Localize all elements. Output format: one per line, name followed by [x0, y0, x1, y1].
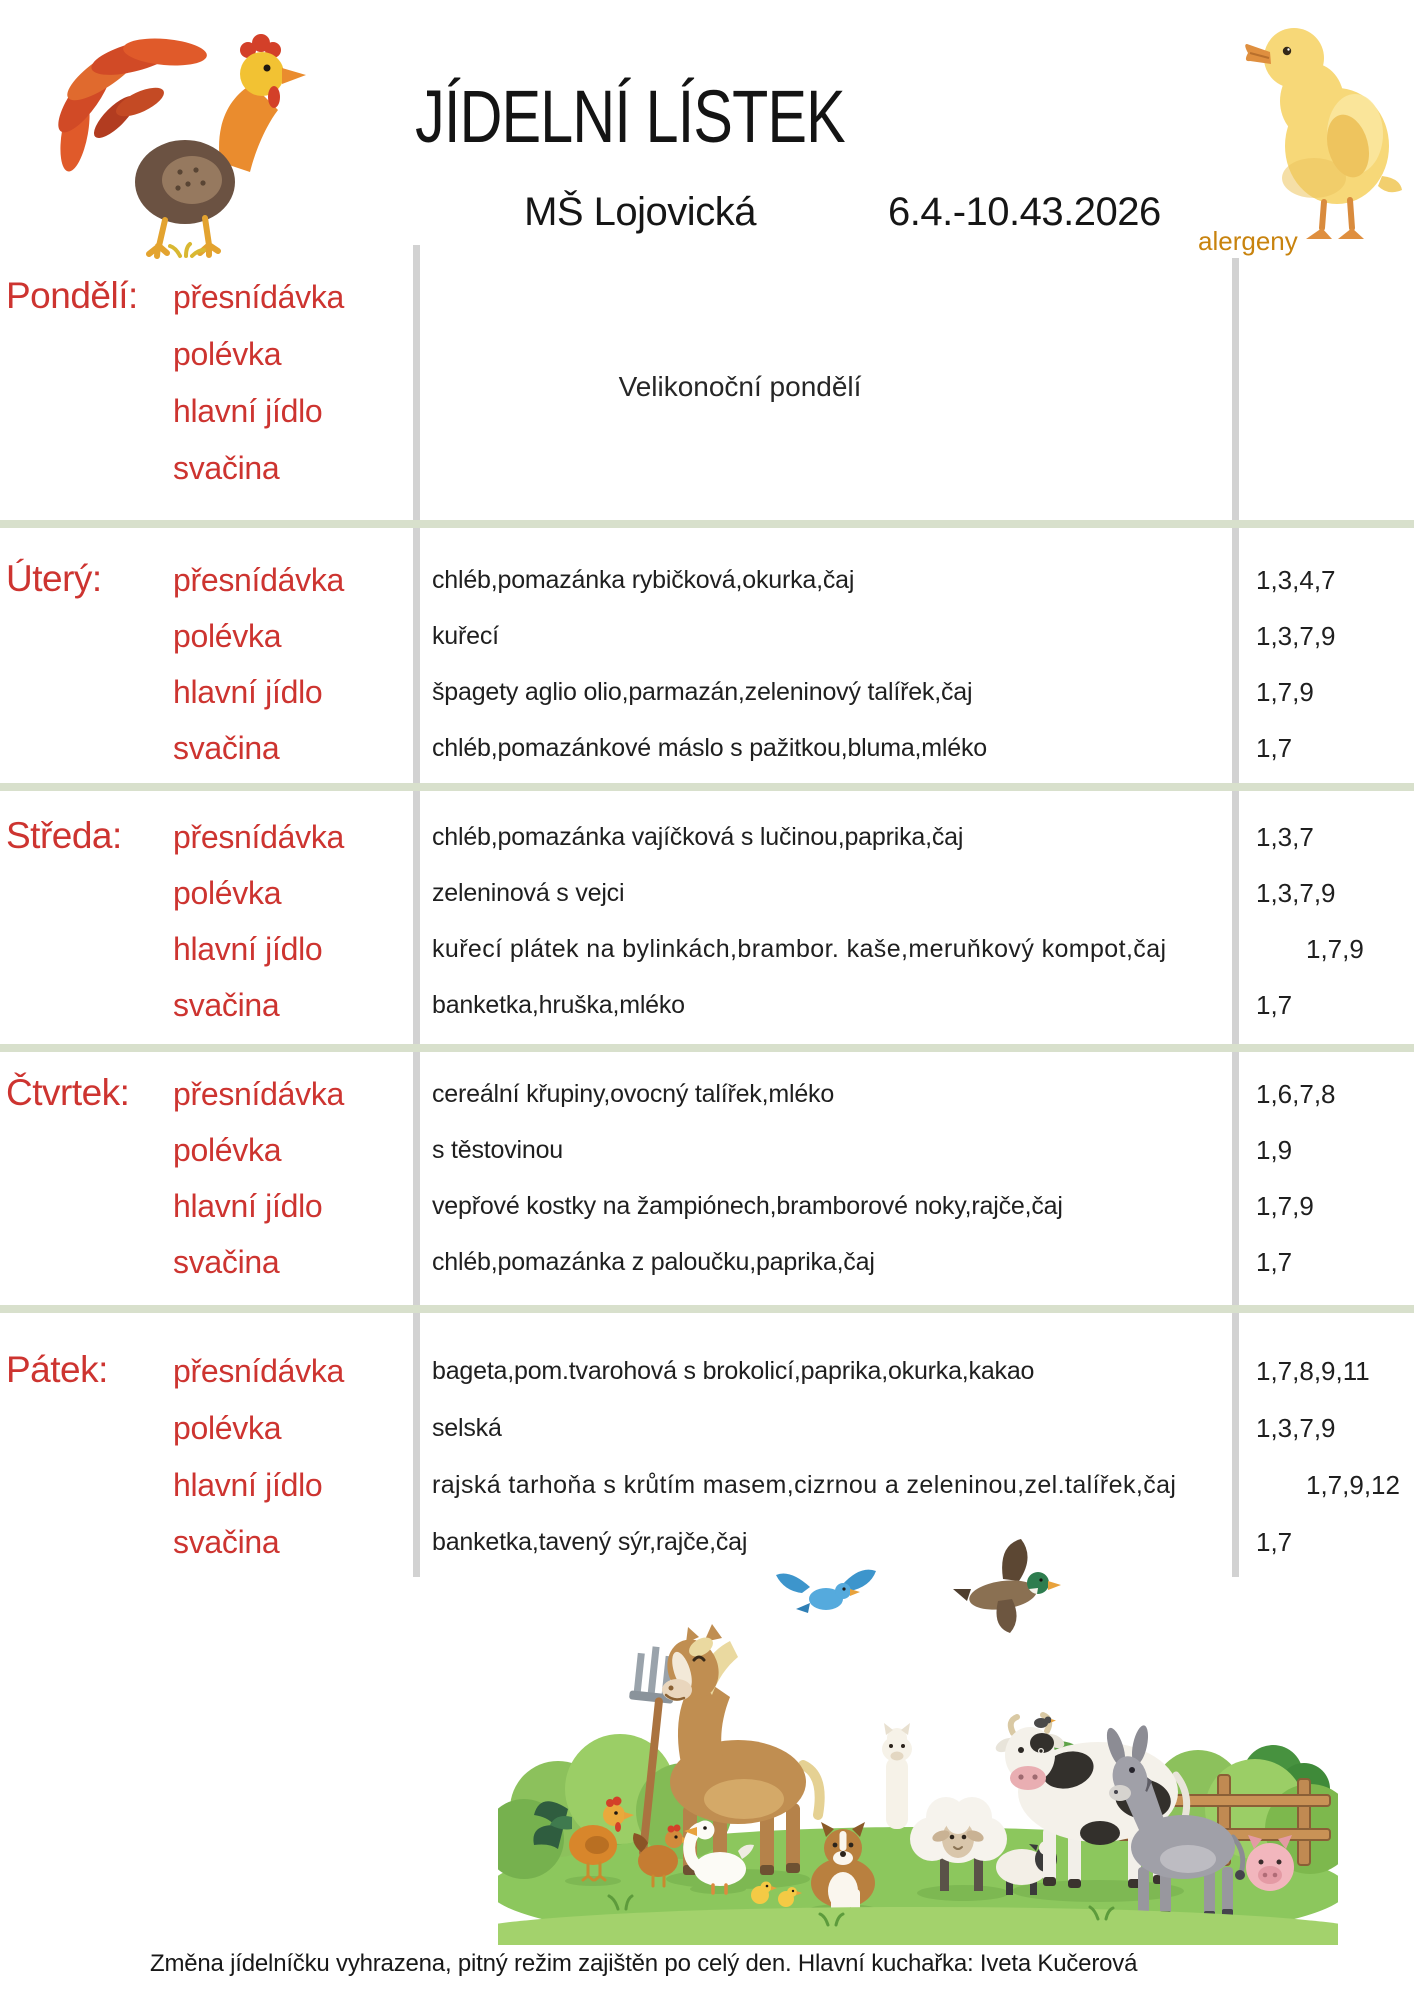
allergens-column-label: alergeny	[1198, 226, 1298, 256]
meal-label: svačina	[173, 729, 280, 766]
food-text: s těstovinou	[432, 1135, 564, 1164]
menu-row	[432, 1122, 1414, 1178]
menu-row	[432, 720, 1414, 776]
bluebird-icon	[776, 1570, 876, 1613]
food-text: rajská tarhoňa s krůtím masem,cizrnou a zeleninou,zel.talířek,čaj	[432, 1471, 1177, 1499]
food-text: cereální křupiny,ovocný talířek,mléko	[432, 1079, 835, 1108]
food-text: bageta,pom.tvarohová s brokolicí,paprika,okurka,kakao	[432, 1357, 1035, 1385]
alpaca	[882, 1723, 912, 1829]
food-text: selská	[432, 1414, 502, 1442]
menu-row	[432, 1066, 1414, 1122]
allergen-numbers: 1,3,7,9	[1256, 620, 1336, 651]
small-bird	[1034, 1717, 1056, 1729]
section-divider	[0, 520, 1414, 528]
allergen-numbers: 1,7,9,12	[1306, 1470, 1400, 1500]
meal-labels	[150, 1066, 432, 1305]
day-section-thursday	[0, 1052, 1414, 1305]
food-text: banketka,hruška,mléko	[432, 990, 685, 1019]
section-divider	[0, 1305, 1414, 1313]
farm-animals-illustration	[498, 1537, 1338, 1945]
menu-row	[432, 1178, 1414, 1234]
menu-row	[432, 921, 1414, 977]
day-name: Úterý:	[6, 558, 102, 599]
mallard-icon	[953, 1539, 1061, 1633]
menu-row	[432, 1234, 1414, 1290]
meal-label: přesnídávka	[173, 279, 345, 315]
allergen-numbers: 1,7,9	[1306, 933, 1364, 964]
menu-row	[432, 664, 1414, 720]
allergen-numbers: 1,3,4,7	[1256, 564, 1336, 595]
allergen-numbers: 1,7	[1256, 1246, 1293, 1277]
food-text: vepřové kostky na žampiónech,bramborové noky,rajče,čaj	[432, 1191, 1063, 1220]
menu-row	[432, 552, 1414, 608]
duckling-icon	[1242, 6, 1407, 251]
meal-label: přesnídávka	[173, 1353, 345, 1389]
meal-labels	[150, 809, 432, 1044]
allergen-numbers: 1,7,8,9,11	[1256, 1356, 1370, 1386]
food-text: chléb,pomazánka z paloučku,paprika,čaj	[432, 1247, 875, 1276]
footer-note: Změna jídelníčku vyhrazena, pitný režim zajištěn po celý den. Hlavní kuchařka: Iveta Kučerová	[150, 1950, 1138, 1977]
menu-row	[432, 1400, 1414, 1457]
meal-label: hlavní jídlo	[173, 1467, 323, 1503]
allergen-numbers: 1,7	[1256, 989, 1293, 1020]
day-foods	[432, 1066, 1414, 1305]
allergen-numbers: 1,9	[1256, 1134, 1293, 1165]
meal-label: hlavní jídlo	[173, 673, 323, 710]
meal-label: polévka	[173, 1410, 282, 1446]
allergen-numbers: 1,7,9	[1256, 1190, 1314, 1221]
allergen-numbers: 1,6,7,8	[1256, 1078, 1336, 1109]
food-text: chléb,pomazánkové máslo s pažitkou,bluma,mléko	[432, 733, 987, 762]
section-divider	[0, 783, 1414, 791]
rooster-icon	[30, 12, 330, 262]
food-text: kuřecí plátek na bylinkách,brambor. kaše,meruňkový kompot,čaj	[432, 934, 1167, 963]
menu-row	[432, 1343, 1414, 1400]
meal-labels	[150, 269, 432, 520]
allergen-numbers: 1,3,7,9	[1256, 1413, 1336, 1443]
day-name: Středa:	[6, 815, 122, 856]
meal-label: hlavní jídlo	[173, 1187, 323, 1224]
day-foods	[432, 552, 1414, 783]
meal-label: polévka	[173, 874, 282, 911]
food-text: chléb,pomazánka rybičková,okurka,čaj	[432, 565, 855, 594]
day-foods	[432, 809, 1414, 1044]
menu-row	[432, 865, 1414, 921]
page-title: JÍDELNÍ LÍSTEK	[415, 75, 845, 158]
allergen-numbers: 1,3,7	[1256, 821, 1314, 852]
meal-label: polévka	[173, 1131, 282, 1168]
meal-label: přesnídávka	[173, 818, 345, 855]
allergen-numbers: 1,3,7,9	[1256, 877, 1336, 908]
meal-label: svačina	[173, 450, 280, 486]
meal-labels	[150, 1343, 432, 1595]
meal-label: přesnídávka	[173, 561, 345, 598]
menu-table	[0, 215, 1414, 1595]
allergen-numbers: 1,7	[1256, 732, 1293, 763]
food-text: kuřecí	[432, 621, 499, 650]
meal-label: svačina	[173, 1243, 280, 1280]
food-text: banketka,tavený sýr,rajče,čaj	[432, 1528, 748, 1556]
meal-label: polévka	[173, 336, 282, 372]
day-section-tuesday	[0, 528, 1414, 783]
meal-label: hlavní jídlo	[173, 393, 323, 429]
food-text: zeleninová s vejci	[432, 878, 625, 907]
menu-row	[432, 608, 1414, 664]
day-name: Pondělí:	[6, 275, 138, 316]
school-name: MŠ Lojovická	[524, 190, 756, 234]
allergen-numbers: 1,7,9	[1256, 676, 1314, 707]
day-name: Čtvrtek:	[6, 1072, 130, 1113]
pig	[1246, 1835, 1294, 1891]
day-section-wednesday	[0, 791, 1414, 1044]
food-text: chléb,pomazánka vajíčková s lučinou,paprika,čaj	[432, 822, 964, 851]
allergen-numbers: 1,7	[1256, 1527, 1293, 1557]
food-text: špagety aglio olio,parmazán,zeleninový talířek,čaj	[432, 677, 973, 706]
meal-label: hlavní jídlo	[173, 930, 323, 967]
menu-row	[432, 1457, 1414, 1514]
section-divider	[0, 1044, 1414, 1052]
menu-row	[432, 977, 1414, 1033]
date-range: 6.4.-10.43.2026	[888, 190, 1161, 234]
day-name: Pátek:	[6, 1349, 108, 1390]
meal-label: svačina	[173, 1524, 280, 1560]
menu-row	[432, 809, 1414, 865]
holiday-note: Velikonoční pondělí	[618, 371, 862, 402]
meal-label: polévka	[173, 617, 282, 654]
meal-label: svačina	[173, 986, 280, 1023]
meal-labels	[150, 552, 432, 783]
meal-label: přesnídávka	[173, 1075, 345, 1112]
